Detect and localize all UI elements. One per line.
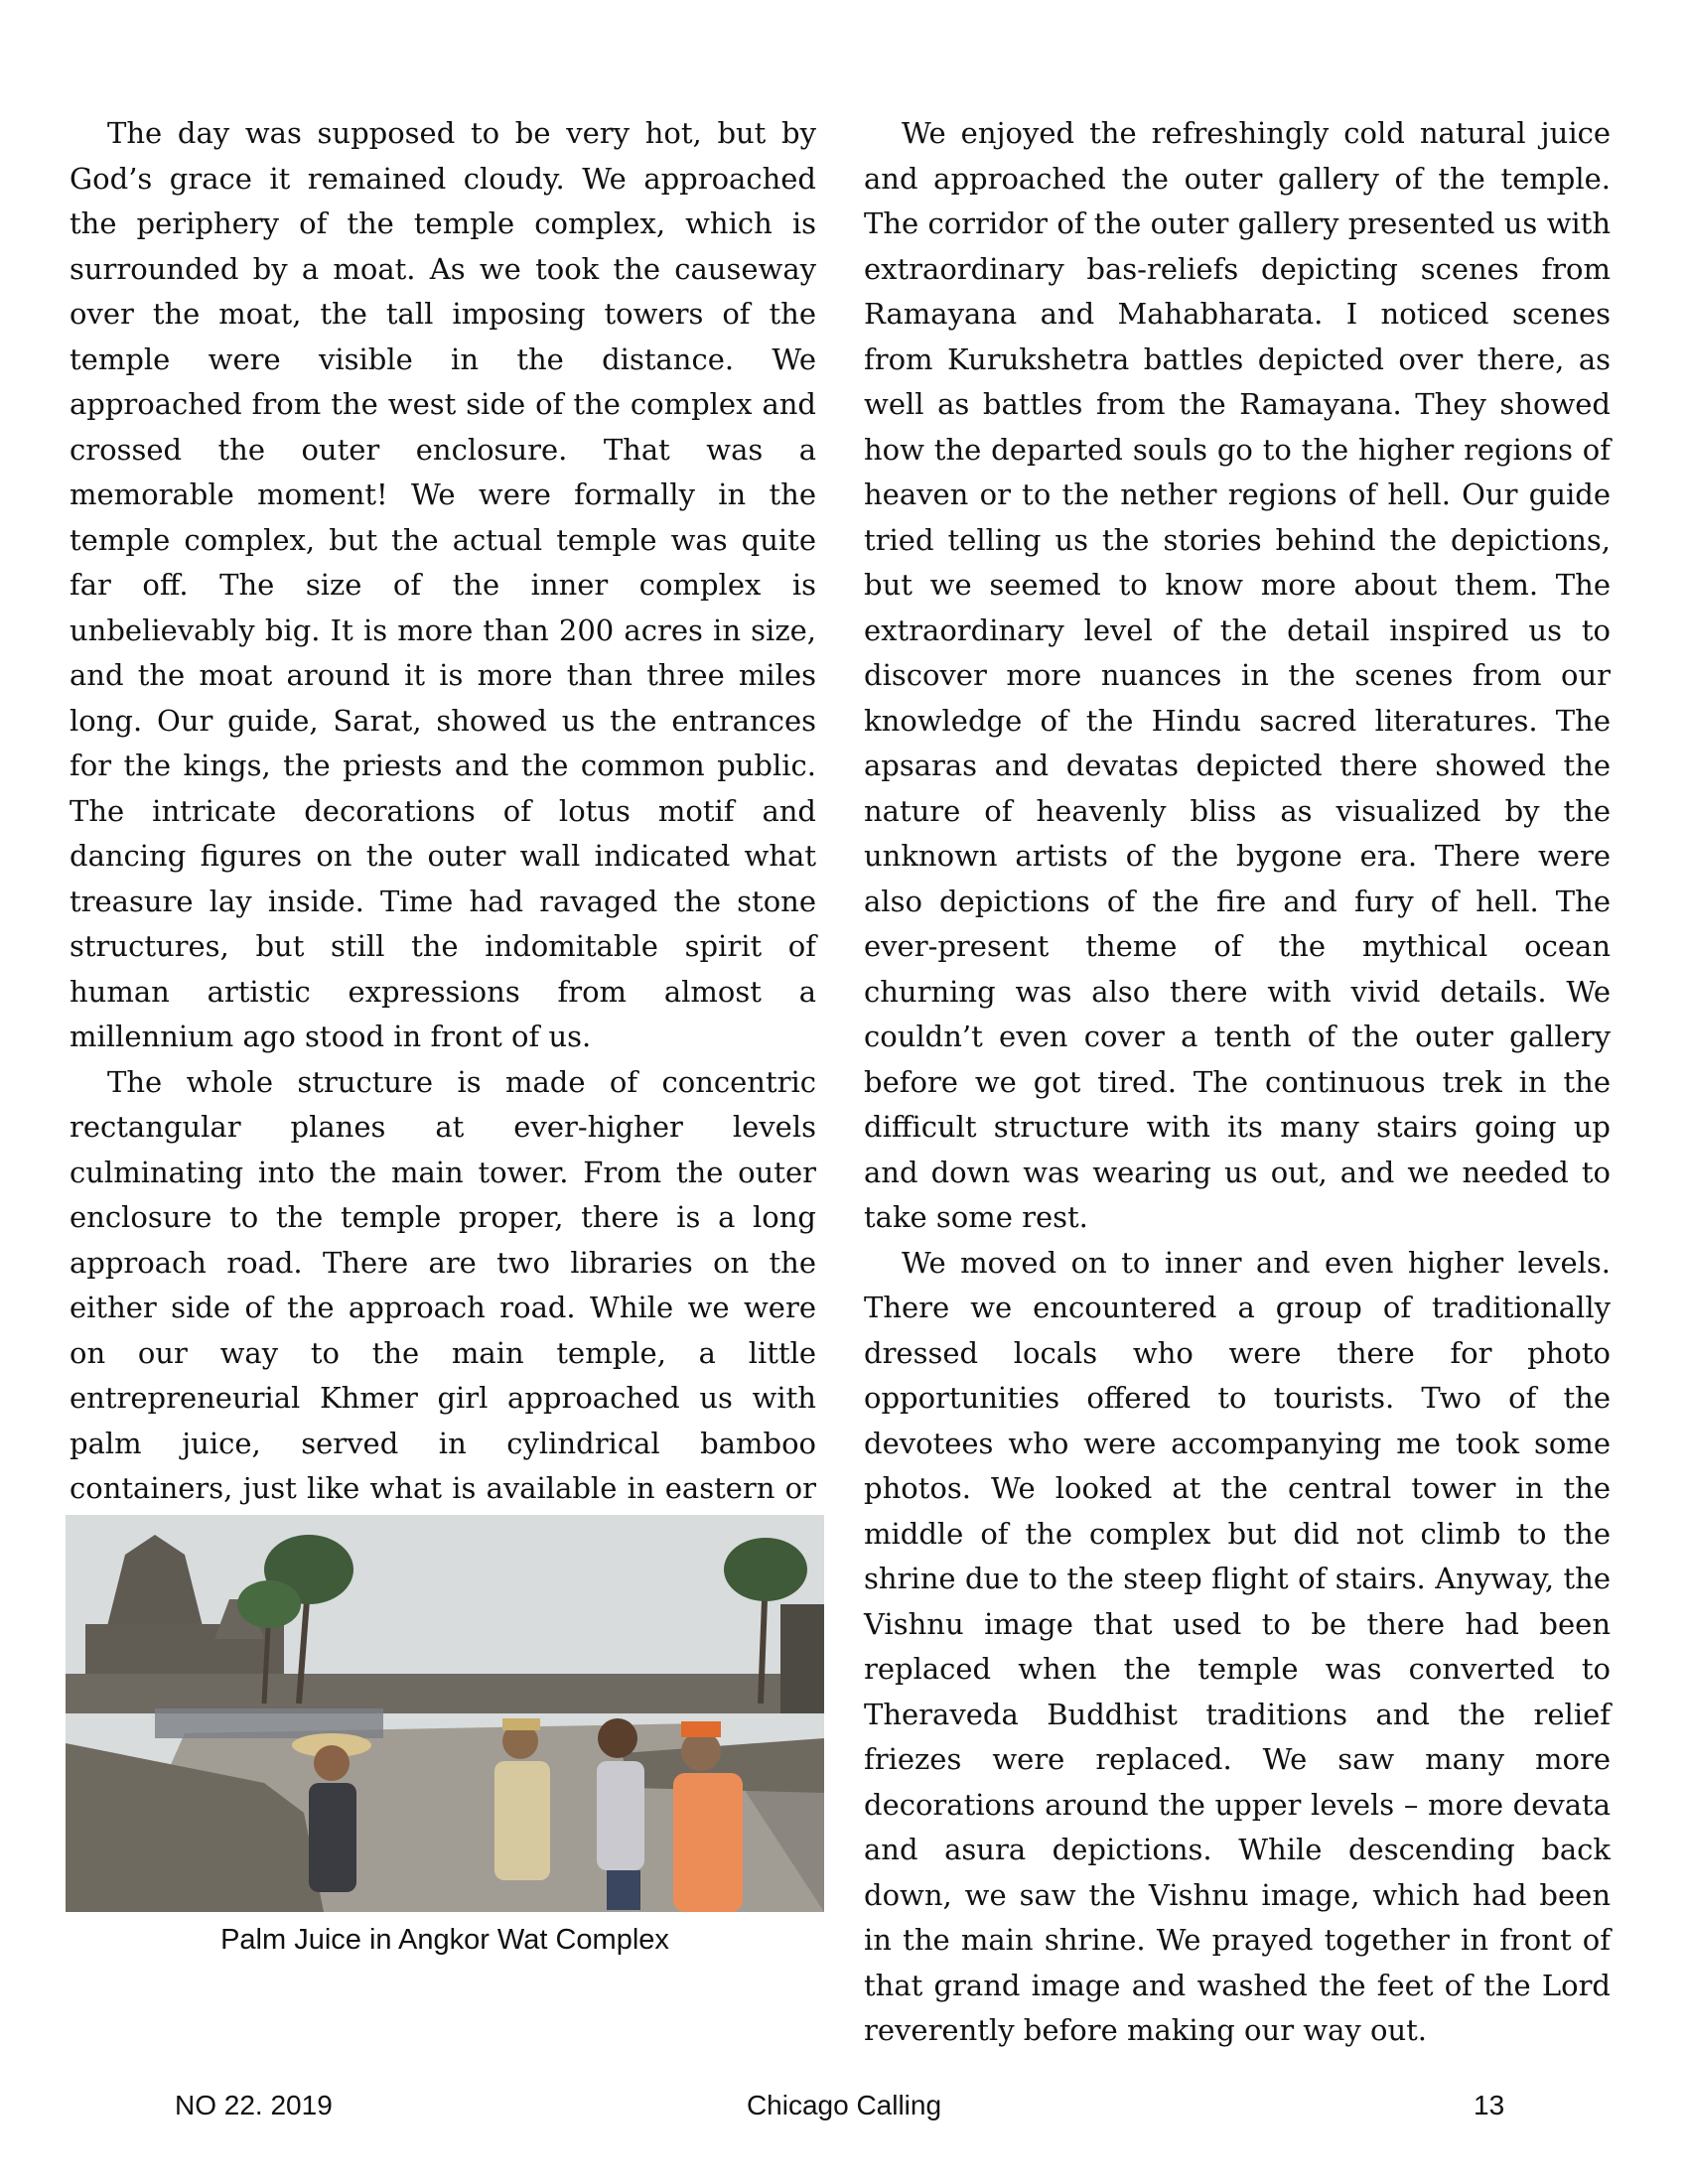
palm-juice-photo xyxy=(66,1515,824,1912)
footer-issue: NO 22. 2019 xyxy=(175,2090,333,2120)
paragraph: We moved on to inner and even higher levels. There we encountered a group of traditionally dressed locals who were there for photo opportunities offered to tourists. Two of the devotees who were accompanying me took some photos. We looked at the central tower in the middle of the complex but did not climb to the shrine due to the steep flight of stairs. Anyway, the Vishnu image that used to be there had been replaced when the temple was converted to Theraveda Buddhist traditions and the relief friezes were replaced. We saw many more decorations around the upper levels – more devata and asura depictions. While descending back down, we saw the Vishnu image, which had been in the main shrine. We prayed together in front of that grand image and washed the feet of the Lord reverently before making our way out. xyxy=(864,1245,1611,2047)
paragraph: The day was supposed to be very hot, but by God’s grace it remained cloudy. We approached the periphery of the temple complex, which is surrounded by a moat. As we took the causeway over the moat, the tall imposing towers of the temple were visible in the distance. We approached from the west side of the complex and crossed the outer enclosure. That was a memorable moment! We were formally in the temple complex, but the actual temple was quite far off. The size of the inner complex is unbelievably big. It is more than 200 acres in size, and the moat around it is more than three miles long. Our guide, Sarat, showed us the entrances for the kings, the priests and the common public. The intricate decorations of lotus motif and dancing figures on the outer wall indicated what treasure lay inside. Time had ravaged the stone structures, but still the indomitable spirit of human artistic expressions from almost a millennium ago stood in front of us. xyxy=(70,116,816,1053)
paragraph: We enjoyed the refreshingly cold natural juice and approached the outer gallery of the temple. The corridor of the outer gallery presented us with extraordinary bas-reliefs depicting scenes from Ramayana and Mahabharata. I noticed scenes from Kurukshetra battles depicted over there, as well as battles from the Ramayana. They showed how the departed souls go to the higher regions of heaven or to the nether regions of hell. Our guide tried telling us the stories behind the depictions, but we seemed to know more about them. The extraordinary level of the detail inspired us to discover more nuances in the scenes from our knowledge of the Hindu sacred literatures. The apsaras and devatas depicted there showed the nature of heavenly bliss as visualized by the unknown artists of the bygone era. There were also depictions of the fire and fury of hell. The ever-present theme of the mythical ocean churning was also there with vivid details. We couldn’t even cover a tenth of the outer gallery before we got tired. The continuous trek in the difficult structure with its many stairs going up and down was wearing us out, and we needed to take some rest. xyxy=(864,116,1611,1234)
right-text-column xyxy=(864,111,1611,2054)
footer-page-number: 13 xyxy=(1474,2090,1505,2120)
left-text-column xyxy=(70,111,816,1557)
figure-caption: Palm Juice in Angkor Wat Complex xyxy=(220,1924,669,1956)
paragraph: The whole structure is made of concentric rectangular planes at ever-higher levels culminating into the main tower. From the outer enclosure to the temple proper, there is a long approach road. There are two libraries on the either side of the approach road. While we were on our way to the main temple, a little entrepreneurial Khmer girl approached us with palm juice, served in cylindrical bamboo containers, just like what is available in eastern or xyxy=(70,1064,816,1505)
footer-publication: Chicago Calling xyxy=(746,2090,942,2120)
